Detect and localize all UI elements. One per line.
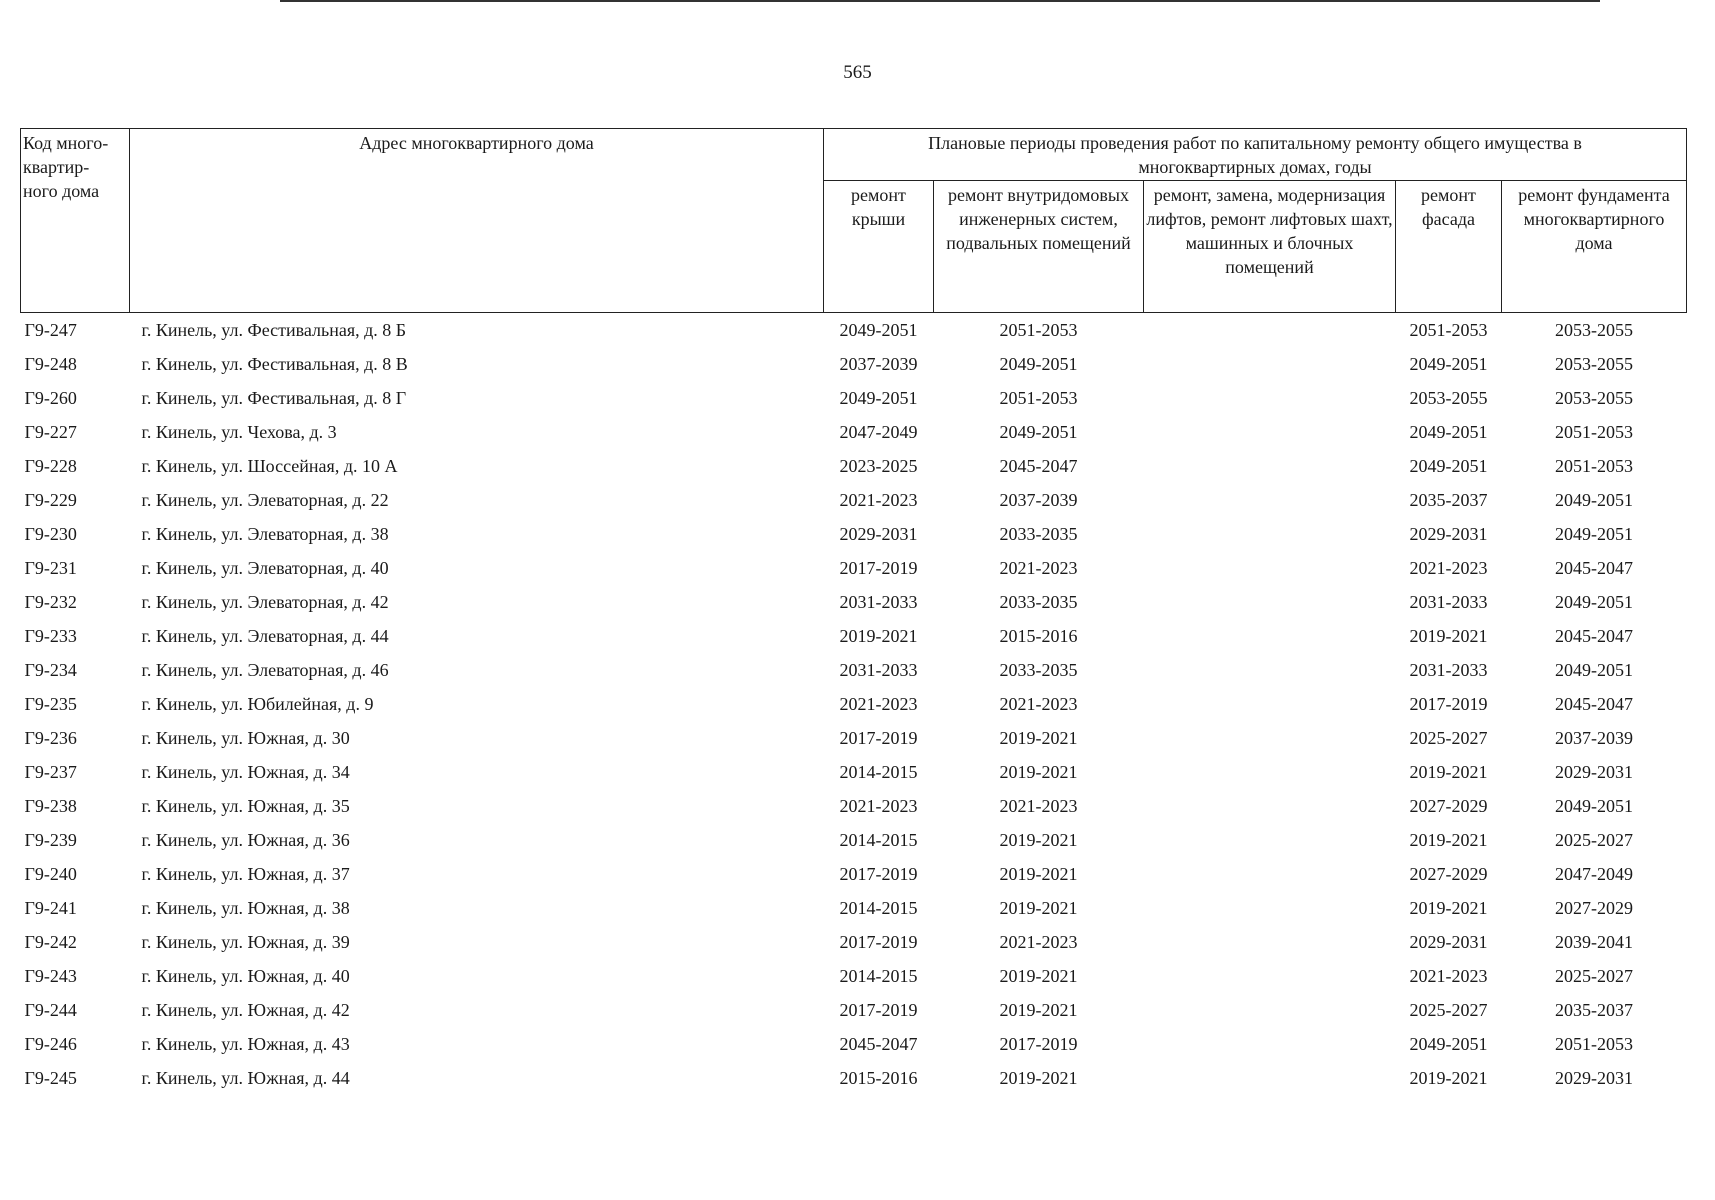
cell-foundation: 2053-2055 xyxy=(1555,353,1633,374)
cell-code: Г9-233 xyxy=(24,625,77,646)
cell-code: Г9-248 xyxy=(24,353,77,374)
cell-facade: 2035-2037 xyxy=(1409,489,1488,510)
cell-engineering: 2051-2053 xyxy=(999,319,1078,340)
cell-foundation: 2025-2027 xyxy=(1555,829,1633,850)
table-row xyxy=(21,517,1687,551)
cell-foundation: 2049-2051 xyxy=(1555,591,1633,612)
cell-elevators xyxy=(1144,721,1396,755)
cell-roof: 2017-2019 xyxy=(839,931,918,952)
cell-roof: 2045-2047 xyxy=(839,1033,918,1054)
cell-foundation: 2025-2027 xyxy=(1555,965,1633,986)
cell-facade: 2049-2051 xyxy=(1409,421,1488,442)
cell-foundation: 2045-2047 xyxy=(1555,625,1633,646)
table-row xyxy=(21,415,1687,449)
cell-address: г. Кинель, ул. Южная, д. 30 xyxy=(141,727,350,748)
cell-address: г. Кинель, ул. Южная, д. 35 xyxy=(141,795,350,816)
cell-address: г. Кинель, ул. Южная, д. 38 xyxy=(141,897,350,918)
table-row xyxy=(21,755,1687,789)
cell-address: г. Кинель, ул. Фестивальная, д. 8 В xyxy=(141,353,408,374)
cell-elevators xyxy=(1144,619,1396,653)
table-row xyxy=(21,449,1687,483)
cell-roof: 2031-2033 xyxy=(839,591,918,612)
header-periods-group: Плановые периоды проведения работ по капитальному ремонту общего имущества в многоквартирных домах, годы xyxy=(824,129,1687,181)
cell-roof: 2017-2019 xyxy=(839,727,918,748)
cell-foundation: 2049-2051 xyxy=(1555,523,1633,544)
page-number: 565 xyxy=(843,62,872,83)
cell-facade: 2031-2033 xyxy=(1409,591,1488,612)
cell-elevators xyxy=(1144,1061,1396,1095)
cell-engineering: 2045-2047 xyxy=(999,455,1078,476)
cell-roof: 2014-2015 xyxy=(839,761,918,782)
top-border-line xyxy=(280,0,1600,2)
cell-address: г. Кинель, ул. Южная, д. 42 xyxy=(141,999,350,1020)
cell-address: г. Кинель, ул. Южная, д. 43 xyxy=(141,1033,350,1054)
table-row xyxy=(21,551,1687,585)
cell-foundation: 2053-2055 xyxy=(1555,319,1633,340)
cell-code: Г9-243 xyxy=(24,965,77,986)
table-row xyxy=(21,483,1687,517)
cell-code: Г9-229 xyxy=(24,489,77,510)
cell-address: г. Кинель, ул. Южная, д. 44 xyxy=(141,1067,350,1088)
cell-engineering: 2033-2035 xyxy=(999,659,1078,680)
cell-code: Г9-239 xyxy=(24,829,77,850)
cell-foundation: 2029-2031 xyxy=(1555,761,1633,782)
header-engineering: ремонт внутридомовых инженерных систем, подвальных помещений xyxy=(934,181,1144,313)
cell-facade: 2027-2029 xyxy=(1409,863,1488,884)
cell-elevators xyxy=(1144,585,1396,619)
cell-foundation: 2039-2041 xyxy=(1555,931,1633,952)
table-row xyxy=(21,823,1687,857)
cell-facade: 2031-2033 xyxy=(1409,659,1488,680)
cell-foundation: 2049-2051 xyxy=(1555,795,1633,816)
cell-address: г. Кинель, ул. Шоссейная, д. 10 А xyxy=(141,455,398,476)
cell-facade: 2049-2051 xyxy=(1409,1033,1488,1054)
cell-roof: 2021-2023 xyxy=(839,795,918,816)
table-header xyxy=(21,129,1687,313)
cell-elevators xyxy=(1144,551,1396,585)
cell-code: Г9-260 xyxy=(24,387,77,408)
cell-elevators xyxy=(1144,891,1396,925)
cell-elevators xyxy=(1144,517,1396,551)
cell-elevators xyxy=(1144,381,1396,415)
cell-engineering: 2037-2039 xyxy=(999,489,1078,510)
cell-elevators xyxy=(1144,857,1396,891)
table-row xyxy=(21,381,1687,415)
header-elevators: ремонт, замена, модернизация лифтов, ремонт лифтовых шахт, машинных и блочных помещений xyxy=(1144,181,1396,313)
cell-engineering: 2033-2035 xyxy=(999,523,1078,544)
cell-code: Г9-230 xyxy=(24,523,77,544)
table-row xyxy=(21,993,1687,1027)
cell-code: Г9-227 xyxy=(24,421,77,442)
cell-facade: 2027-2029 xyxy=(1409,795,1488,816)
cell-roof: 2021-2023 xyxy=(839,693,918,714)
cell-elevators xyxy=(1144,449,1396,483)
cell-roof: 2047-2049 xyxy=(839,421,918,442)
cell-roof: 2014-2015 xyxy=(839,897,918,918)
cell-roof: 2029-2031 xyxy=(839,523,918,544)
table-row xyxy=(21,619,1687,653)
cell-address: г. Кинель, ул. Элеваторная, д. 46 xyxy=(141,659,389,680)
header-code-label: Код много- квартир- ного дома xyxy=(23,133,109,201)
cell-elevators xyxy=(1144,653,1396,687)
cell-engineering: 2015-2016 xyxy=(999,625,1078,646)
table-row xyxy=(21,789,1687,823)
header-roof: ремонт крыши xyxy=(824,181,934,313)
cell-engineering: 2019-2021 xyxy=(999,897,1078,918)
cell-foundation: 2049-2051 xyxy=(1555,659,1633,680)
table-row xyxy=(21,653,1687,687)
cell-engineering: 2019-2021 xyxy=(999,829,1078,850)
table-row xyxy=(21,721,1687,755)
cell-engineering: 2051-2053 xyxy=(999,387,1078,408)
cell-facade: 2021-2023 xyxy=(1409,965,1488,986)
cell-roof: 2014-2015 xyxy=(839,965,918,986)
cell-engineering: 2021-2023 xyxy=(999,931,1078,952)
cell-engineering: 2019-2021 xyxy=(999,727,1078,748)
table-row xyxy=(21,313,1687,348)
cell-code: Г9-235 xyxy=(24,693,77,714)
cell-facade: 2019-2021 xyxy=(1409,1067,1488,1088)
cell-address: г. Кинель, ул. Юбилейная, д. 9 xyxy=(141,693,374,714)
cell-code: Г9-228 xyxy=(24,455,77,476)
cell-foundation: 2037-2039 xyxy=(1555,727,1633,748)
cell-foundation: 2045-2047 xyxy=(1555,693,1633,714)
cell-facade: 2051-2053 xyxy=(1409,319,1488,340)
cell-facade: 2019-2021 xyxy=(1409,829,1488,850)
cell-facade: 2025-2027 xyxy=(1409,999,1488,1020)
table-body xyxy=(21,313,1687,1096)
cell-engineering: 2019-2021 xyxy=(999,1067,1078,1088)
cell-roof: 2017-2019 xyxy=(839,863,918,884)
repair-schedule-table xyxy=(20,128,1687,1095)
cell-engineering: 2019-2021 xyxy=(999,965,1078,986)
cell-address: г. Кинель, ул. Южная, д. 36 xyxy=(141,829,350,850)
cell-roof: 2037-2039 xyxy=(839,353,918,374)
table-row xyxy=(21,857,1687,891)
cell-address: г. Кинель, ул. Элеваторная, д. 38 xyxy=(141,523,389,544)
table-row xyxy=(21,925,1687,959)
cell-roof: 2017-2019 xyxy=(839,999,918,1020)
cell-roof: 2023-2025 xyxy=(839,455,918,476)
cell-engineering: 2049-2051 xyxy=(999,421,1078,442)
cell-address: г. Кинель, ул. Фестивальная, д. 8 Г xyxy=(141,387,407,408)
cell-address: г. Кинель, ул. Элеваторная, д. 42 xyxy=(141,591,389,612)
cell-elevators xyxy=(1144,347,1396,381)
header-facade: ремонт фасада xyxy=(1396,181,1502,313)
cell-address: г. Кинель, ул. Южная, д. 37 xyxy=(141,863,350,884)
cell-elevators xyxy=(1144,313,1396,348)
cell-facade: 2019-2021 xyxy=(1409,761,1488,782)
cell-address: г. Кинель, ул. Элеваторная, д. 40 xyxy=(141,557,389,578)
cell-facade: 2019-2021 xyxy=(1409,897,1488,918)
cell-engineering: 2021-2023 xyxy=(999,693,1078,714)
cell-code: Г9-232 xyxy=(24,591,77,612)
header-address: Адрес многоквартирного дома xyxy=(130,129,824,313)
cell-code: Г9-242 xyxy=(24,931,77,952)
cell-foundation: 2045-2047 xyxy=(1555,557,1633,578)
cell-roof: 2021-2023 xyxy=(839,489,918,510)
cell-address: г. Кинель, ул. Чехова, д. 3 xyxy=(141,421,337,442)
cell-facade: 2017-2019 xyxy=(1409,693,1488,714)
cell-code: Г9-237 xyxy=(24,761,77,782)
cell-facade: 2029-2031 xyxy=(1409,523,1488,544)
cell-engineering: 2033-2035 xyxy=(999,591,1078,612)
table-row xyxy=(21,891,1687,925)
cell-code: Г9-236 xyxy=(24,727,77,748)
cell-facade: 2029-2031 xyxy=(1409,931,1488,952)
cell-code: Г9-247 xyxy=(24,319,77,340)
cell-address: г. Кинель, ул. Южная, д. 40 xyxy=(141,965,350,986)
cell-code: Г9-241 xyxy=(24,897,77,918)
header-code xyxy=(21,129,130,313)
cell-engineering: 2019-2021 xyxy=(999,999,1078,1020)
table-row xyxy=(21,1061,1687,1095)
cell-elevators xyxy=(1144,789,1396,823)
cell-code: Г9-246 xyxy=(24,1033,77,1054)
cell-roof: 2019-2021 xyxy=(839,625,918,646)
cell-engineering: 2019-2021 xyxy=(999,863,1078,884)
cell-address: г. Кинель, ул. Южная, д. 34 xyxy=(141,761,350,782)
header-foundation: ремонт фундамента многоквартирного дома xyxy=(1502,181,1687,313)
cell-elevators xyxy=(1144,1027,1396,1061)
table-row xyxy=(21,959,1687,993)
cell-elevators xyxy=(1144,415,1396,449)
cell-engineering: 2021-2023 xyxy=(999,795,1078,816)
cell-engineering: 2021-2023 xyxy=(999,557,1078,578)
cell-address: г. Кинель, ул. Южная, д. 39 xyxy=(141,931,350,952)
cell-roof: 2015-2016 xyxy=(839,1067,918,1088)
cell-facade: 2021-2023 xyxy=(1409,557,1488,578)
cell-elevators xyxy=(1144,755,1396,789)
cell-roof: 2049-2051 xyxy=(839,387,918,408)
cell-facade: 2025-2027 xyxy=(1409,727,1488,748)
cell-engineering: 2017-2019 xyxy=(999,1033,1078,1054)
cell-foundation: 2053-2055 xyxy=(1555,387,1633,408)
cell-code: Г9-238 xyxy=(24,795,77,816)
cell-code: Г9-244 xyxy=(24,999,77,1020)
table-row xyxy=(21,1027,1687,1061)
cell-facade: 2049-2051 xyxy=(1409,455,1488,476)
cell-code: Г9-234 xyxy=(24,659,77,680)
cell-roof: 2017-2019 xyxy=(839,557,918,578)
cell-address: г. Кинель, ул. Элеваторная, д. 22 xyxy=(141,489,389,510)
cell-engineering: 2019-2021 xyxy=(999,761,1078,782)
cell-code: Г9-245 xyxy=(24,1067,77,1088)
cell-elevators xyxy=(1144,483,1396,517)
cell-roof: 2049-2051 xyxy=(839,319,918,340)
cell-facade: 2049-2051 xyxy=(1409,353,1488,374)
cell-elevators xyxy=(1144,925,1396,959)
table-row xyxy=(21,347,1687,381)
cell-engineering: 2049-2051 xyxy=(999,353,1078,374)
cell-roof: 2014-2015 xyxy=(839,829,918,850)
cell-address: г. Кинель, ул. Элеваторная, д. 44 xyxy=(141,625,389,646)
cell-elevators xyxy=(1144,959,1396,993)
cell-elevators xyxy=(1144,993,1396,1027)
cell-code: Г9-240 xyxy=(24,863,77,884)
cell-foundation: 2049-2051 xyxy=(1555,489,1633,510)
cell-roof: 2031-2033 xyxy=(839,659,918,680)
table-row xyxy=(21,687,1687,721)
cell-foundation: 2051-2053 xyxy=(1555,421,1633,442)
cell-code: Г9-231 xyxy=(24,557,77,578)
cell-elevators xyxy=(1144,687,1396,721)
cell-elevators xyxy=(1144,823,1396,857)
cell-foundation: 2051-2053 xyxy=(1555,455,1633,476)
cell-facade: 2019-2021 xyxy=(1409,625,1488,646)
cell-facade: 2053-2055 xyxy=(1409,387,1488,408)
cell-foundation: 2047-2049 xyxy=(1555,863,1633,884)
cell-address: г. Кинель, ул. Фестивальная, д. 8 Б xyxy=(141,319,407,340)
cell-foundation: 2027-2029 xyxy=(1555,897,1633,918)
cell-foundation: 2035-2037 xyxy=(1555,999,1633,1020)
cell-foundation: 2051-2053 xyxy=(1555,1033,1633,1054)
table-row xyxy=(21,585,1687,619)
cell-foundation: 2029-2031 xyxy=(1555,1067,1633,1088)
